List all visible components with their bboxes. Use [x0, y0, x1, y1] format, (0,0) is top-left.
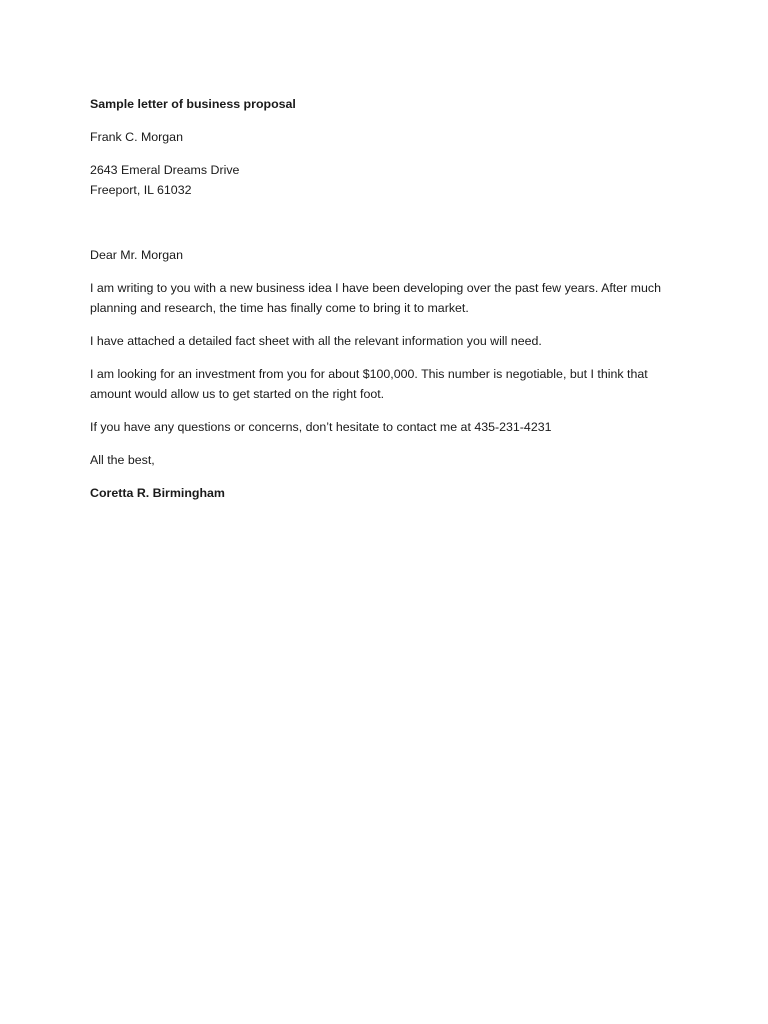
body-paragraph-1: I am writing to you with a new business idea I have been developing over the past few years. After much planning and research, the time has finally come to bring it to market. — [90, 281, 661, 315]
salutation: Dear Mr. Morgan — [90, 248, 183, 262]
recipient-name: Frank C. Morgan — [90, 130, 183, 144]
body-paragraph-3: I am looking for an investment from you for about $100,000. This number is negotiable, but I think that amount would allow us to get started on the right foot. — [90, 367, 648, 401]
closing: All the best, — [90, 453, 155, 467]
recipient-address — [90, 160, 680, 200]
signature: Coretta R. Birmingham — [90, 486, 225, 500]
address-line-1: 2643 Emeral Dreams Drive — [90, 163, 240, 177]
body-paragraph-2: I have attached a detailed fact sheet with all the relevant information you will need. — [90, 334, 542, 348]
letter-title: Sample letter of business proposal — [90, 97, 296, 111]
body-paragraph-4: If you have any questions or concerns, don’t hesitate to contact me at 435-231-4231 — [90, 420, 552, 434]
address-line-2: Freeport, IL 61032 — [90, 183, 192, 197]
